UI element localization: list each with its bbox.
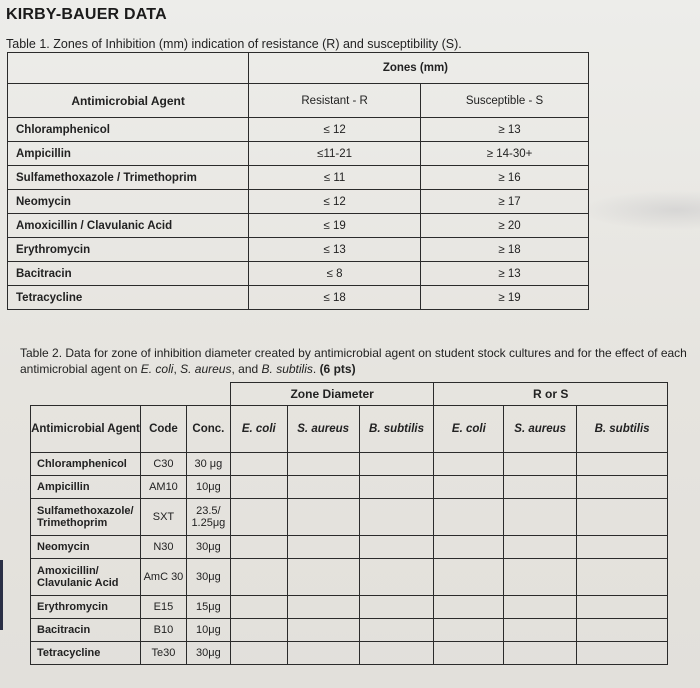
table2-group-r-or-s: R or S <box>434 383 668 406</box>
table1-susceptible-value: ≥ 16 <box>421 166 589 190</box>
table1-resistant-value: ≤ 8 <box>249 262 421 286</box>
table2-header-ecoli: E. coli <box>230 406 287 453</box>
table2-conc: 15μg <box>186 596 230 619</box>
table1-susceptible-value: ≥ 13 <box>421 118 589 142</box>
table2-conc: 10μg <box>186 619 230 642</box>
table2-conc: 30 μg <box>186 453 230 476</box>
table2-agent: Sulfamethoxazole/ Trimethoprim <box>31 499 141 536</box>
table1-agent: Ampicillin <box>8 142 249 166</box>
table2-code: SXT <box>140 499 186 536</box>
caption-period: . <box>312 362 317 376</box>
table2-conc: 30μg <box>186 559 230 596</box>
entry-cell[interactable] <box>230 536 287 559</box>
entry-cell[interactable] <box>287 453 359 476</box>
entry-cell[interactable] <box>434 453 504 476</box>
entry-cell[interactable] <box>230 642 287 665</box>
table1-agent: Chloramphenicol <box>8 118 249 142</box>
entry-cell[interactable] <box>504 536 577 559</box>
table1-header-resistant: Resistant - R <box>249 84 421 118</box>
entry-cell[interactable] <box>359 596 434 619</box>
table2-header-bsubtilis: B. subtilis <box>359 406 434 453</box>
table1-susceptible-value: ≥ 17 <box>421 190 589 214</box>
table2-agent: Ampicillin <box>31 476 141 499</box>
entry-cell[interactable] <box>577 453 668 476</box>
table1-zones-header: Zones (mm) <box>249 53 589 84</box>
entry-cell[interactable] <box>230 476 287 499</box>
entry-cell[interactable] <box>504 476 577 499</box>
table2-code: B10 <box>140 619 186 642</box>
entry-cell[interactable] <box>504 499 577 536</box>
table-row <box>31 536 668 559</box>
entry-cell[interactable] <box>287 499 359 536</box>
table1-resistant-value: ≤ 12 <box>249 190 421 214</box>
table1-susceptible-value: ≥ 19 <box>421 286 589 310</box>
entry-cell[interactable] <box>230 596 287 619</box>
table2-agent: Chloramphenicol <box>31 453 141 476</box>
photo-edge-artifact <box>0 560 3 630</box>
entry-cell[interactable] <box>287 536 359 559</box>
table-row <box>8 166 589 190</box>
table2-header-saureus: S. aureus <box>287 406 359 453</box>
entry-cell[interactable] <box>230 559 287 596</box>
entry-cell[interactable] <box>504 559 577 596</box>
caption-organism-bsubtilis: B. subtilis <box>261 362 313 376</box>
entry-cell[interactable] <box>230 453 287 476</box>
entry-cell[interactable] <box>577 596 668 619</box>
entry-cell[interactable] <box>434 559 504 596</box>
table-row <box>31 559 668 596</box>
entry-cell[interactable] <box>359 499 434 536</box>
table2-code: N30 <box>140 536 186 559</box>
table-row <box>8 286 589 310</box>
caption-organism-ecoli: E. coli <box>140 362 174 376</box>
table-row <box>31 476 668 499</box>
table-row <box>31 596 668 619</box>
table2-code: Te30 <box>140 642 186 665</box>
entry-cell[interactable] <box>577 559 668 596</box>
table1-resistant-value: ≤ 12 <box>249 118 421 142</box>
table2-agent: Bacitracin <box>31 619 141 642</box>
caption-points: (6 pts) <box>319 362 356 376</box>
table2-header-ecoli-rs: E. coli <box>434 406 504 453</box>
table1-susceptible-value: ≥ 18 <box>421 238 589 262</box>
entry-cell[interactable] <box>504 453 577 476</box>
table2-agent: Amoxicillin/ Clavulanic Acid <box>31 559 141 596</box>
entry-cell[interactable] <box>359 642 434 665</box>
table-row <box>31 499 668 536</box>
photo-shadow <box>580 190 700 230</box>
table1-agent: Sulfamethoxazole / Trimethoprim <box>8 166 249 190</box>
table2-agent: Erythromycin <box>31 596 141 619</box>
table-row <box>31 453 668 476</box>
entry-cell[interactable] <box>287 596 359 619</box>
entry-cell[interactable] <box>434 642 504 665</box>
entry-cell[interactable] <box>577 476 668 499</box>
table2-header-conc: Conc. <box>186 406 230 453</box>
table2-code: E15 <box>140 596 186 619</box>
table2-zone-diameter <box>30 382 668 665</box>
entry-cell[interactable] <box>434 619 504 642</box>
table-row <box>8 190 589 214</box>
entry-cell[interactable] <box>434 476 504 499</box>
document-title: KIRBY-BAUER DATA <box>6 6 167 23</box>
entry-cell[interactable] <box>287 619 359 642</box>
entry-cell[interactable] <box>287 559 359 596</box>
table1-susceptible-value: ≥ 14-30+ <box>421 142 589 166</box>
table1-header-agent: Antimicrobial Agent <box>8 84 249 118</box>
entry-cell[interactable] <box>577 619 668 642</box>
entry-cell[interactable] <box>577 536 668 559</box>
table2-conc: 23.5/ 1.25μg <box>186 499 230 536</box>
table2-header-bsubtilis-rs: B. subtilis <box>577 406 668 453</box>
entry-cell[interactable] <box>504 642 577 665</box>
table2-group-zone-diameter: Zone Diameter <box>230 383 434 406</box>
table1-resistant-value: ≤ 19 <box>249 214 421 238</box>
entry-cell[interactable] <box>359 536 434 559</box>
table1-caption: Table 1. Zones of Inhibition (mm) indication of resistance (R) and susceptibility (S). <box>6 37 462 51</box>
entry-cell[interactable] <box>359 619 434 642</box>
table-row <box>8 214 589 238</box>
caption-separator: , and <box>231 362 262 376</box>
table2-conc: 30μg <box>186 642 230 665</box>
table1-susceptible-value: ≥ 20 <box>421 214 589 238</box>
table2-code: C30 <box>140 453 186 476</box>
entry-cell[interactable] <box>287 642 359 665</box>
caption-separator: , <box>173 362 181 376</box>
table1-resistant-value: ≤ 18 <box>249 286 421 310</box>
entry-cell[interactable] <box>359 559 434 596</box>
table1-agent: Bacitracin <box>8 262 249 286</box>
table-row <box>31 619 668 642</box>
table1-agent: Tetracycline <box>8 286 249 310</box>
table2-conc: 10μg <box>186 476 230 499</box>
table2-blank-corner <box>31 383 231 406</box>
table2-caption-text: Table 2. Data for zone of inhibition diameter created by antimicrobial agent on student stock cultures and for the effect of each antimicrobial agent on <box>20 346 687 376</box>
table1-resistant-value: ≤ 13 <box>249 238 421 262</box>
entry-cell[interactable] <box>434 596 504 619</box>
entry-cell[interactable] <box>230 499 287 536</box>
table1-susceptible-value: ≥ 13 <box>421 262 589 286</box>
table1-agent: Neomycin <box>8 190 249 214</box>
entry-cell[interactable] <box>230 619 287 642</box>
table1-resistant-value: ≤11-21 <box>249 142 421 166</box>
entry-cell[interactable] <box>577 642 668 665</box>
table1-header-susceptible: Susceptible - S <box>421 84 589 118</box>
table1-agent: Amoxicillin / Clavulanic Acid <box>8 214 249 238</box>
table-row <box>8 142 589 166</box>
table1-zones-of-inhibition <box>7 52 589 310</box>
table2-agent: Tetracycline <box>31 642 141 665</box>
caption-organism-saureus: S. aureus <box>180 362 232 376</box>
entry-cell[interactable] <box>504 619 577 642</box>
table2-header-saureus-rs: S. aureus <box>504 406 577 453</box>
entry-cell[interactable] <box>577 499 668 536</box>
table-row <box>8 118 589 142</box>
table2-header-agent: Antimicrobial Agent <box>31 406 141 453</box>
table1-blank-cell <box>8 53 249 84</box>
table2-code: AM10 <box>140 476 186 499</box>
entry-cell[interactable] <box>434 499 504 536</box>
table2-agent: Neomycin <box>31 536 141 559</box>
table-row <box>8 238 589 262</box>
entry-cell[interactable] <box>434 536 504 559</box>
table2-header-code: Code <box>140 406 186 453</box>
table1-agent: Erythromycin <box>8 238 249 262</box>
table2-code: AmC 30 <box>140 559 186 596</box>
entry-cell[interactable] <box>504 596 577 619</box>
table-row <box>8 262 589 286</box>
entry-cell[interactable] <box>287 476 359 499</box>
entry-cell[interactable] <box>359 476 434 499</box>
table1-resistant-value: ≤ 11 <box>249 166 421 190</box>
table2-conc: 30μg <box>186 536 230 559</box>
table-row <box>31 642 668 665</box>
entry-cell[interactable] <box>359 453 434 476</box>
table2-caption <box>20 345 700 377</box>
